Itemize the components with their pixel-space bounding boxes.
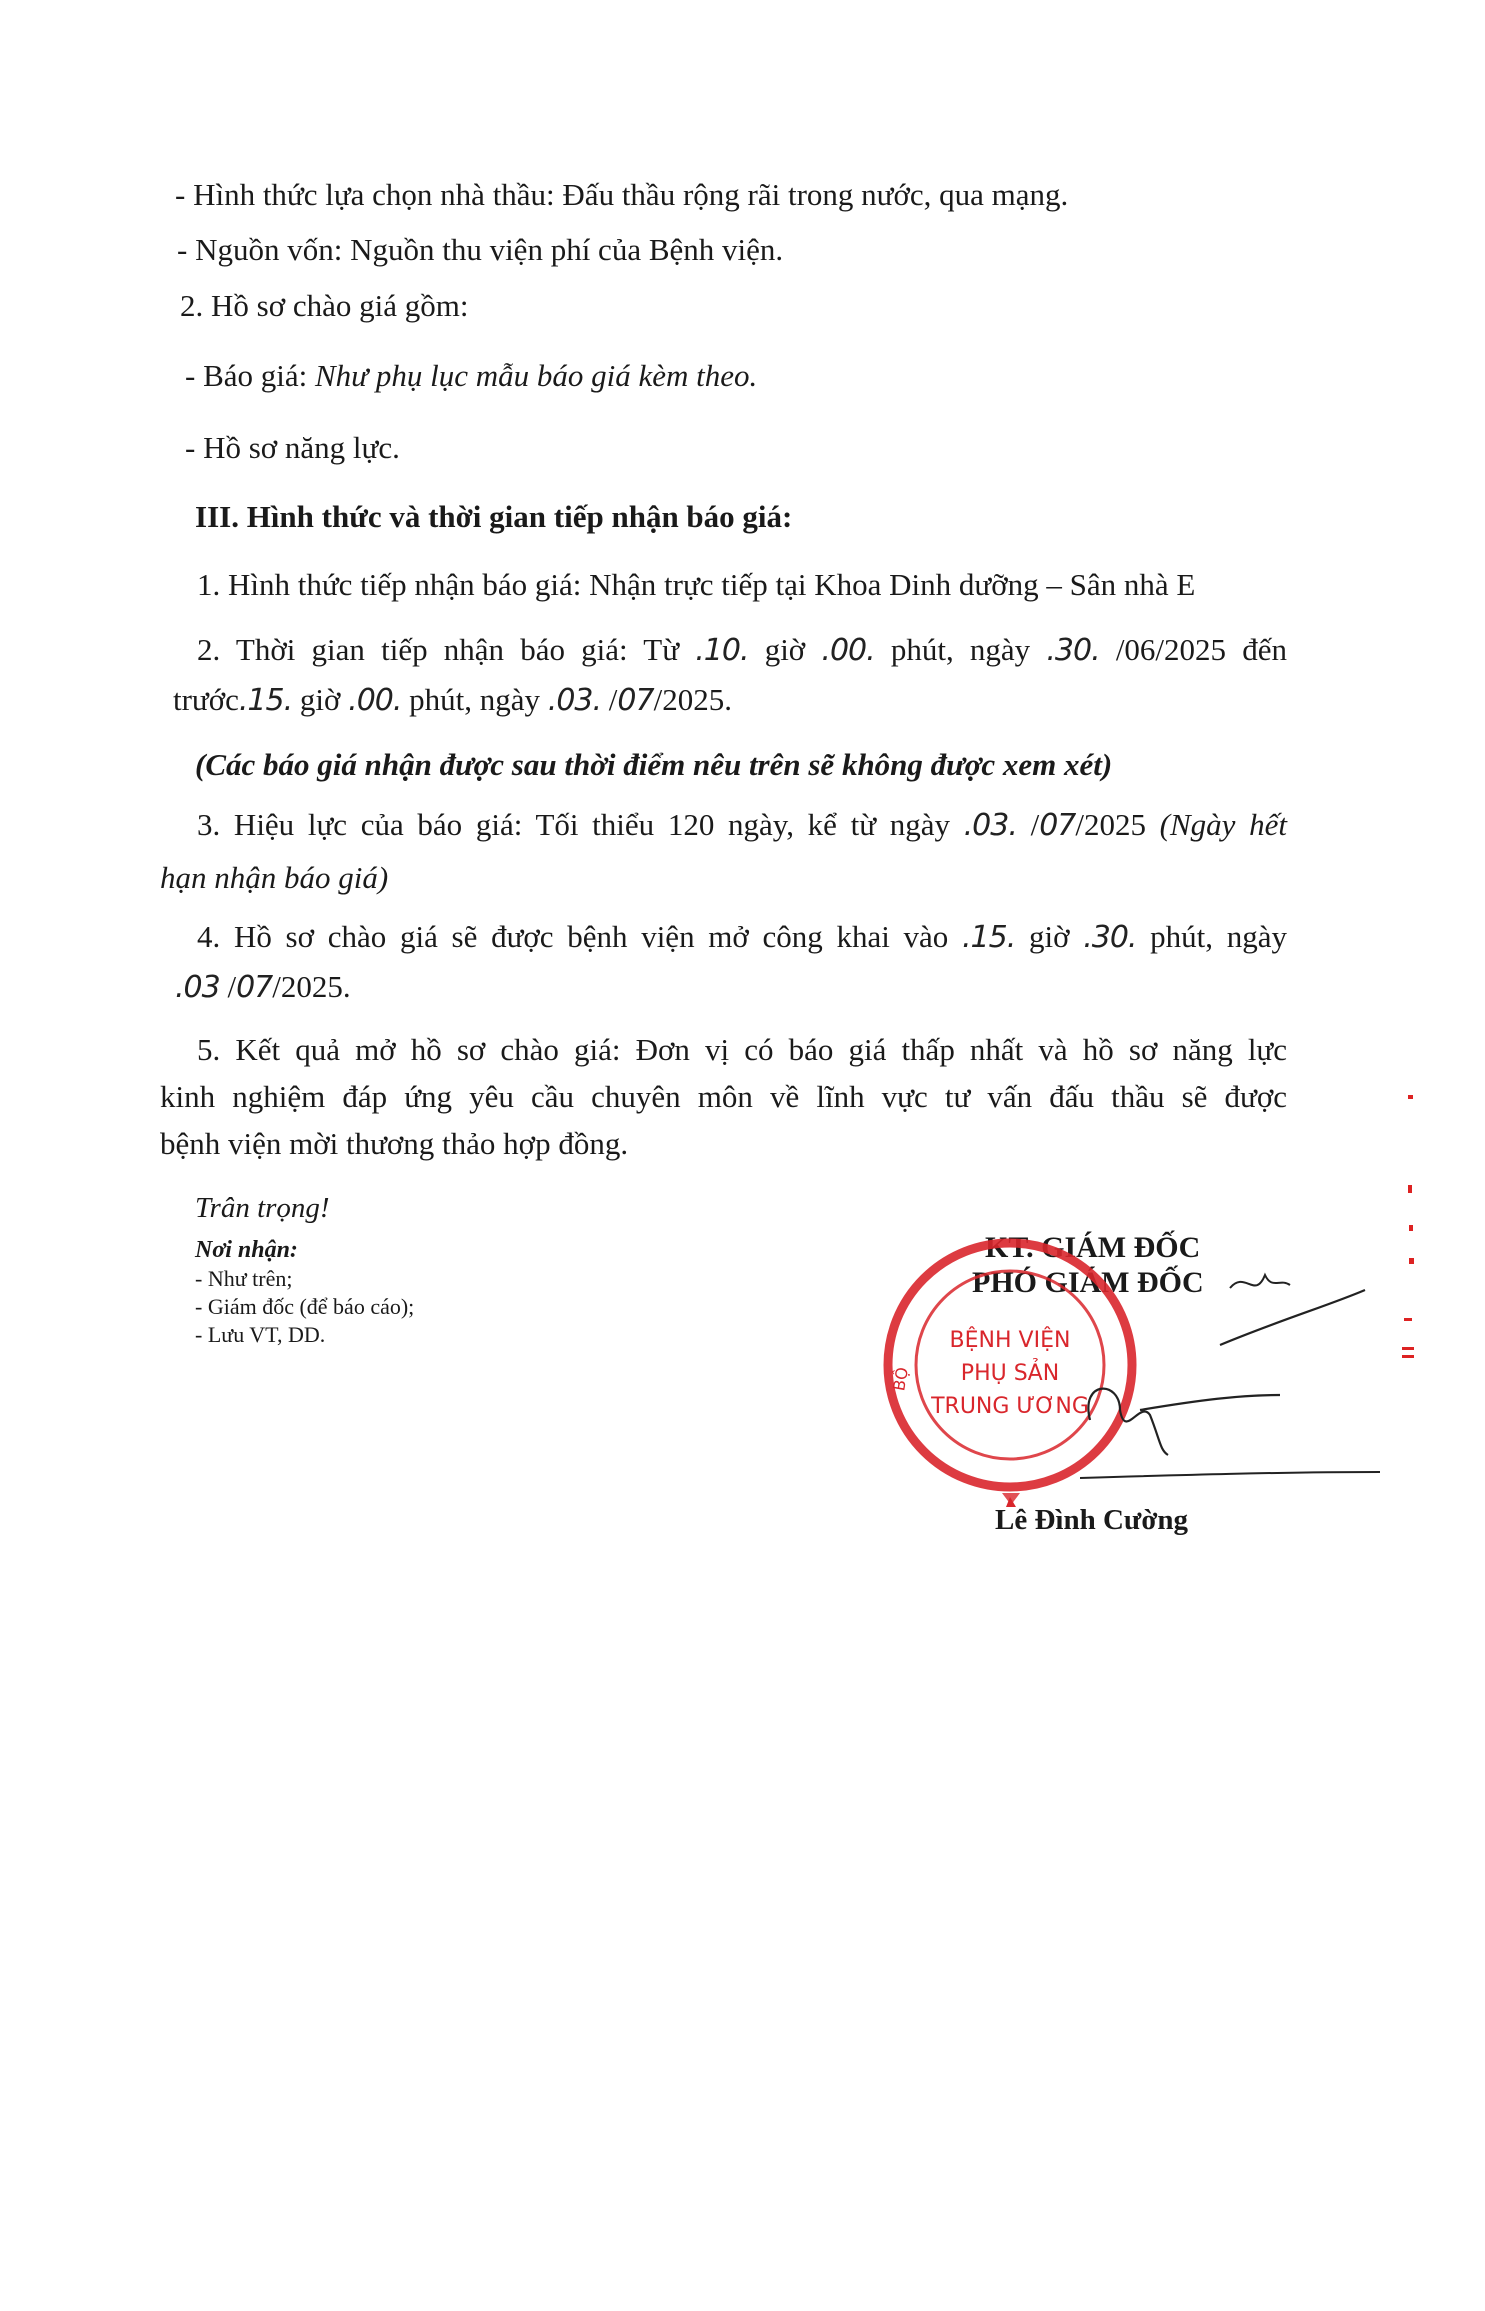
result-line-2: kinh nghiệm đáp ứng yêu cầu chuyên môn về lĩnh vực tư vấn đấu thầu sẽ được [160, 1079, 1287, 1114]
scan-mark [1408, 1095, 1413, 1099]
text: giờ [292, 682, 349, 717]
stamp-line-3: TRUNG ƯƠNG [931, 1394, 1089, 1419]
text: / [601, 682, 618, 717]
scan-mark [1404, 1318, 1412, 1321]
handwritten-hour: .15. [962, 920, 1016, 955]
scan-mark [1409, 1258, 1414, 1264]
handwritten-day: .03 [175, 970, 220, 1005]
handwritten-minute: .00. [821, 633, 875, 668]
stamp-side-text: BỘ [889, 1365, 912, 1393]
opening-time-line-2 [175, 967, 351, 1008]
handwritten-month: 07 [617, 683, 654, 718]
result-line-1: 5. Kết quả mở hồ sơ chào giá: Đơn vị có báo giá thấp nhất và hồ sơ năng lực [197, 1032, 1287, 1067]
handwritten-hour: .10. [695, 633, 749, 668]
quote-line [185, 356, 757, 396]
receipt-time-line-1 [197, 630, 1287, 671]
text: giờ [1015, 919, 1084, 954]
text: trước [173, 682, 239, 717]
closing-regards: Trân trọng! [195, 1192, 330, 1224]
text: (Ngày hết [1159, 807, 1287, 842]
selection-method-line: - Hình thức lựa chọn nhà thầu: Đấu thầu rộng rãi trong nước, qua mạng. [175, 177, 1069, 212]
section-iii-heading: III. Hình thức và thời gian tiếp nhận báo giá: [195, 499, 793, 534]
text: / [219, 969, 237, 1004]
result-line-3: bệnh viện mời thương thảo hợp đồng. [160, 1126, 629, 1161]
handwritten-hour: .15. [238, 683, 293, 718]
text: / [1016, 807, 1040, 842]
handwritten-month: 07 [1039, 808, 1076, 843]
opening-time-line-1 [197, 917, 1287, 958]
text: /2025. [272, 969, 351, 1004]
capacity-dossier-line: - Hồ sơ năng lực. [185, 430, 400, 465]
handwritten-minute: .00. [348, 683, 402, 718]
quote-label: - Báo giá: [185, 358, 315, 393]
scan-mark [1402, 1347, 1414, 1350]
stamp-line-1: BỆNH VIỆN [949, 1328, 1071, 1353]
scan-mark [1408, 1185, 1412, 1193]
signer-title-1: KT. GIÁM ĐỐC [985, 1231, 1201, 1264]
signature-icon [1080, 1250, 1380, 1500]
text: phút, ngày [874, 632, 1047, 667]
text: /2025 [1075, 807, 1160, 842]
signer-name: Lê Đình Cường [995, 1504, 1189, 1536]
handwritten-day: .30. [1046, 633, 1100, 668]
recipient-item: - Giám đốc (để báo cáo); [195, 1294, 415, 1319]
quote-dossier-heading: 2. Hồ sơ chào giá gồm: [180, 288, 469, 323]
recipients-title: Nơi nhận: [195, 1237, 298, 1263]
text: /06/2025 đến [1099, 632, 1288, 667]
quote-appendix-note: Như phụ lục mẫu báo giá kèm theo. [315, 358, 758, 393]
scan-mark [1409, 1225, 1413, 1231]
stamp-line-2: PHỤ SẢN [960, 1361, 1060, 1386]
handwritten-month: 07 [236, 970, 273, 1005]
handwritten-minute: .30. [1083, 920, 1137, 955]
text: 3. Hiệu lực của báo giá: Tối thiểu 120 ngày, kể từ ngày [197, 807, 964, 842]
recipient-item: - Lưu VT, DD. [195, 1322, 326, 1347]
handwritten-day: .03. [547, 683, 602, 718]
funding-source-line: - Nguồn vốn: Nguồn thu viện phí của Bệnh viện. [177, 232, 784, 267]
text: 4. Hồ sơ chào giá sẽ được bệnh viện mở công khai vào [197, 919, 963, 954]
scan-mark [1402, 1355, 1414, 1358]
text: phút, ngày [401, 682, 548, 717]
text: giờ [748, 632, 822, 667]
recipient-item: - Như trên; [195, 1266, 293, 1291]
late-quote-note: (Các báo giá nhận được sau thời điểm nêu trên sẽ không được xem xét) [195, 747, 1113, 782]
text: phút, ngày [1136, 919, 1287, 954]
signer-title-2: PHÓ GIÁM ĐỐC [972, 1266, 1204, 1299]
text: /2025. [653, 682, 732, 717]
handwritten-day: .03. [963, 808, 1017, 843]
receipt-method-line: 1. Hình thức tiếp nhận báo giá: Nhận trực tiếp tại Khoa Dinh dưỡng – Sân nhà E [197, 567, 1196, 602]
validity-line-1 [197, 805, 1287, 846]
validity-line-2: hạn nhận báo giá) [160, 860, 389, 895]
text: 2. Thời gian tiếp nhận báo giá: Từ [197, 632, 696, 667]
receipt-time-line-2 [173, 680, 732, 721]
